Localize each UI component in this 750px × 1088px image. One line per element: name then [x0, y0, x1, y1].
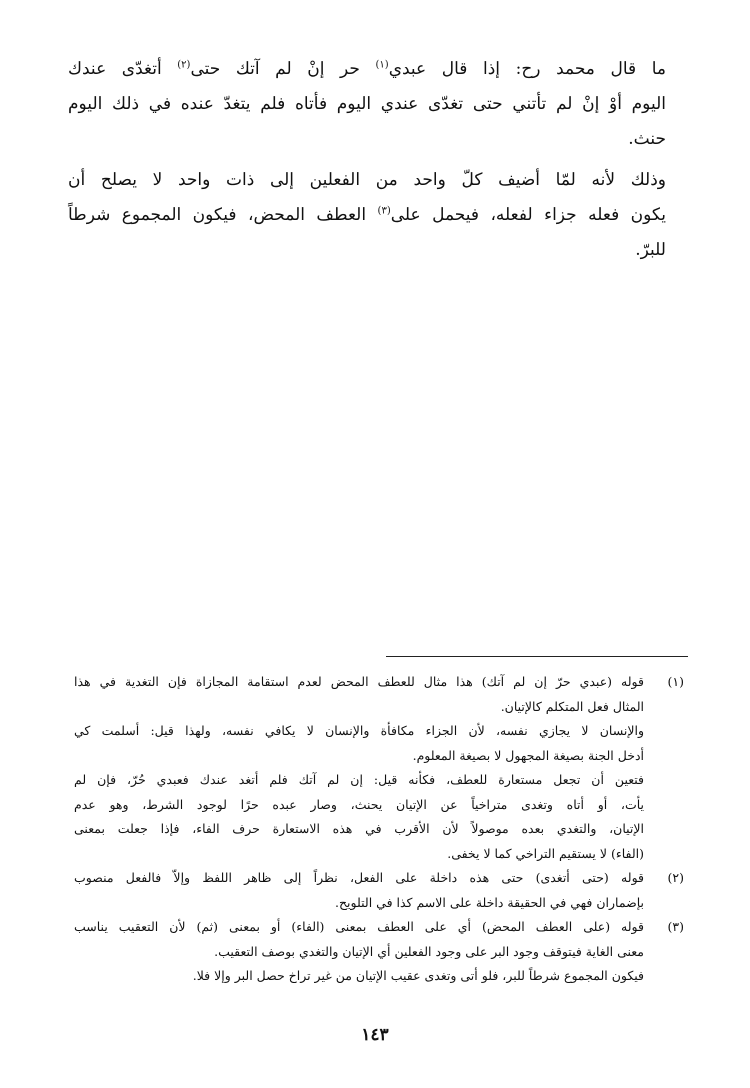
footnote-2 — [74, 866, 692, 915]
main-line: يكون فعله جزاء لفعله، فيحمل على$^{(٣)}$ العطف المحض، فيكون المجموع شرطاً — [68, 205, 667, 225]
footnote-separator — [386, 656, 688, 657]
footnote-line: الإتيان، والتغدي بعده موصولاً لأن الأقرب في هذه الاستعارة حرف الفاء، فإذا جعلت بمعنى — [74, 821, 644, 836]
footnote-ref-2: (٢) — [177, 59, 191, 71]
footnote-line: والإنسان لا يجازي نفسه، لأن الجزاء مكافأة والإنسان لا يكافي نفسه، ولهذا قيل: أسلمت كي — [74, 723, 644, 738]
footnote-line: قوله (على العطف المحض) أي على العطف بمعنى (الفاء) أو بمعنى (ثم) لأن التعقيب يناسب — [74, 919, 644, 934]
footnote-line: قوله (حتى أتغدى) حتى هذه داخلة على الفعل، نظراً إلى ظاهر اللفظ وإلاّ فالفعل منصوب — [74, 870, 644, 885]
main-line: اليوم أوْ إنْ لم تأتني حتى تغدّى عندي اليوم فأتاه فلم يتغدّ عنده في ذلك اليوم — [68, 94, 666, 114]
page-number: ١٤٣ — [361, 1025, 389, 1045]
footnote-line: بإضماران فهي في الحقيقة داخلة على الاسم كذا في التلويح. — [335, 894, 644, 910]
footnote-line: فتعين أن تجعل مستعارة للعطف، فكأنه قيل: إن لم آتك فلم أتغد عندك فعبدي حُرّ، فإن لم — [74, 772, 644, 787]
main-text — [68, 52, 688, 268]
footnote-ref-3: (٣) — [377, 205, 391, 217]
main-line: حنث. — [628, 129, 666, 149]
footnote-line: أدخل الجنة بصيغة المجهول لا بصيغة المعلوم. — [412, 747, 644, 763]
footnote-line: فيكون المجموع شرطاً للبر، فلو أتى وتغدى عقيب الإتيان من غير تراخ حصل البر وإلا فلا. — [192, 968, 644, 983]
footnote-line: (الفاء) لا يستقيم التراخي كما لا يخفى. — [447, 845, 644, 861]
footnote-number: (٢) — [667, 870, 684, 885]
footnotes — [74, 670, 692, 989]
main-paragraph-2 — [68, 163, 688, 268]
footnote-ref-1: (١) — [375, 59, 389, 71]
footnote-1 — [74, 670, 692, 866]
footnote-number: (١) — [667, 674, 684, 689]
main-line: للبرّ. — [635, 240, 666, 260]
footnote-line: معنى الغاية فيتوقف وجود البر على وجود الفعلين أي الإتيان والتغدي بوصف التعقيب. — [214, 943, 644, 959]
footnote-line: يأت، أو أتاه وتغدى متراخياً عن الإتيان يحنث، وصار عبده حرًا لوجود الشرط، وهو عدم — [74, 796, 644, 812]
main-paragraph-1 — [68, 52, 688, 157]
footnote-line: قوله (عبدي حرّ إن لم آتك) هذا مثال للعطف المحض لعدم استقامة المجازاة فإن التغدية في هذا — [74, 674, 644, 689]
footnote-line: المثال فعل المتكلم كالإتيان. — [500, 698, 644, 714]
main-line: ما قال محمد رح: إذا قال عبدي$^{(١)}$ حر إنْ لم آتك حتى$^{(٢)}$ أتغدّى عندك — [68, 59, 666, 79]
footnote-3 — [74, 915, 692, 989]
footnote-number: (٣) — [667, 919, 684, 934]
main-line: وذلك لأنه لمّا أضيف كلّ واحد من الفعلين إلى ذات واحد لا يصلح أن — [68, 170, 666, 190]
